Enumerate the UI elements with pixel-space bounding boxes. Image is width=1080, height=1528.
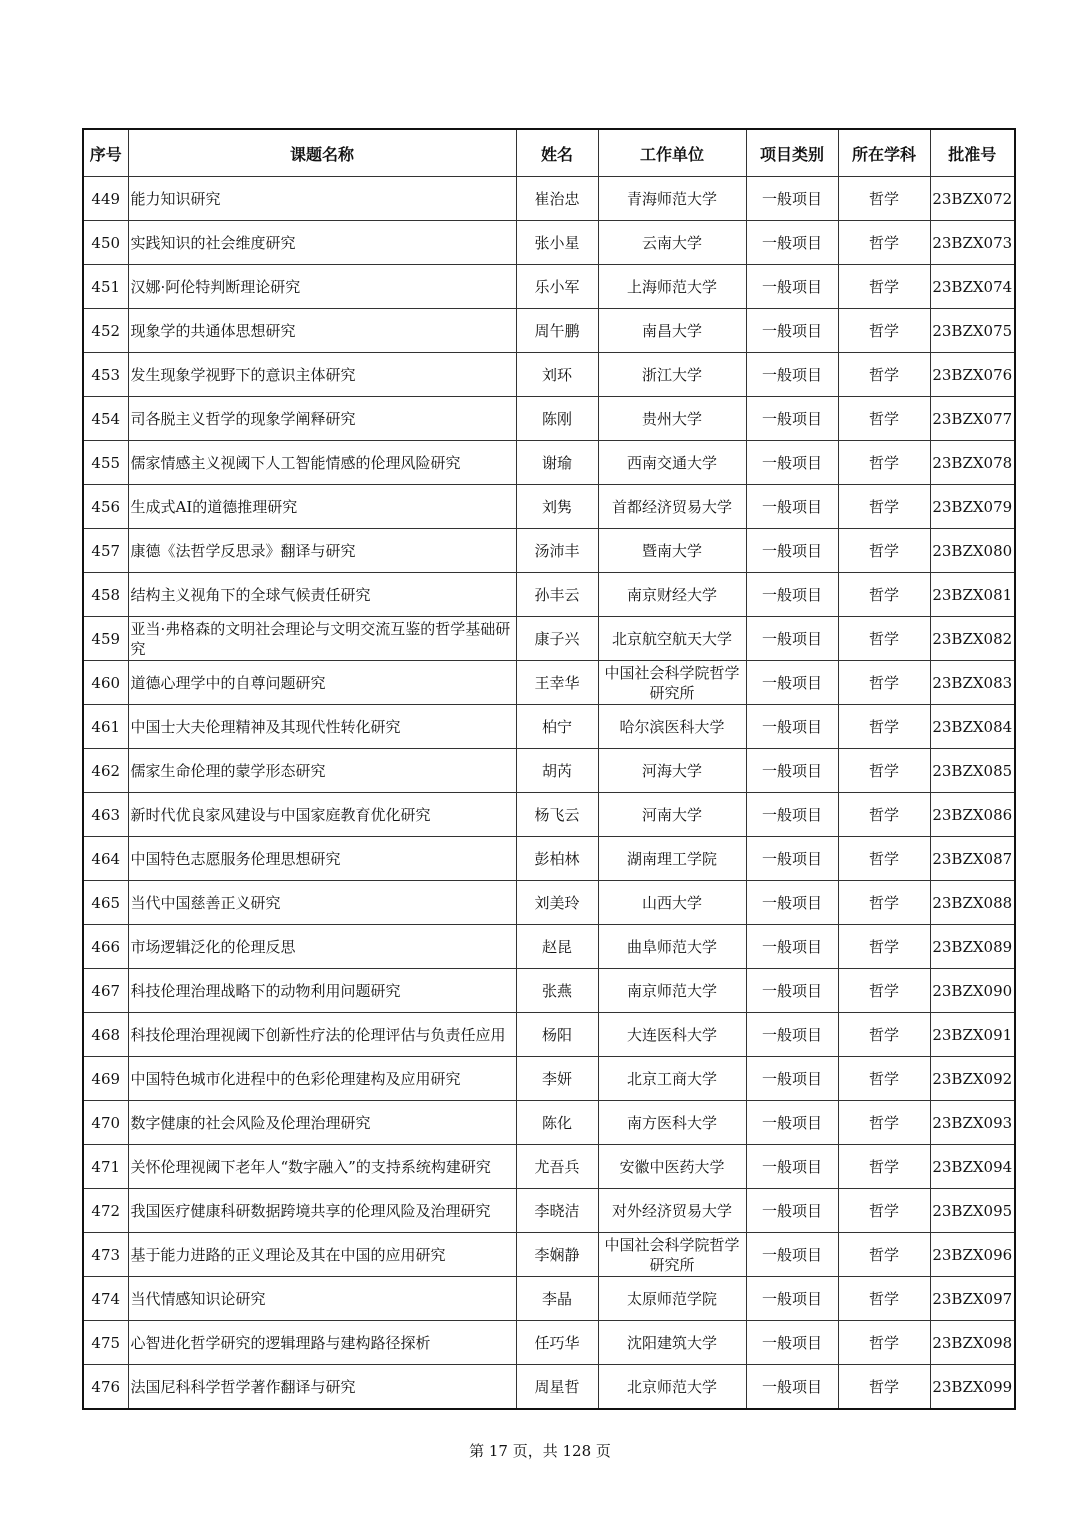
cell-approval-no: 23BZX084 — [930, 705, 1015, 749]
cell-name: 陈刚 — [516, 397, 598, 441]
cell-category: 一般项目 — [746, 529, 838, 573]
cell-index: 465 — [83, 881, 128, 925]
project-table — [82, 128, 1016, 1410]
cell-category: 一般项目 — [746, 1101, 838, 1145]
cell-title: 当代情感知识论研究 — [128, 1277, 516, 1321]
header-name: 姓名 — [516, 129, 598, 177]
cell-title: 数字健康的社会风险及伦理治理研究 — [128, 1101, 516, 1145]
table-row — [83, 705, 1015, 749]
cell-unit: 大连医科大学 — [598, 1013, 746, 1057]
cell-name: 任巧华 — [516, 1321, 598, 1365]
cell-unit: 山西大学 — [598, 881, 746, 925]
cell-index: 457 — [83, 529, 128, 573]
cell-name: 周午鹏 — [516, 309, 598, 353]
header-category: 项目类别 — [746, 129, 838, 177]
cell-title: 儒家生命伦理的蒙学形态研究 — [128, 749, 516, 793]
cell-unit: 青海师范大学 — [598, 177, 746, 221]
cell-index: 474 — [83, 1277, 128, 1321]
cell-discipline: 哲学 — [838, 1189, 930, 1233]
cell-name: 彭柏林 — [516, 837, 598, 881]
cell-name: 刘环 — [516, 353, 598, 397]
cell-discipline: 哲学 — [838, 221, 930, 265]
cell-discipline: 哲学 — [838, 969, 930, 1013]
cell-approval-no: 23BZX088 — [930, 881, 1015, 925]
cell-approval-no: 23BZX091 — [930, 1013, 1015, 1057]
table-row — [83, 1277, 1015, 1321]
cell-category: 一般项目 — [746, 1233, 838, 1277]
cell-unit: 南方医科大学 — [598, 1101, 746, 1145]
header-title: 课题名称 — [128, 129, 516, 177]
cell-discipline: 哲学 — [838, 1321, 930, 1365]
table-row — [83, 1365, 1015, 1410]
cell-category: 一般项目 — [746, 1145, 838, 1189]
cell-unit: 北京航空航天大学 — [598, 617, 746, 661]
cell-index: 460 — [83, 661, 128, 705]
cell-unit: 南京师范大学 — [598, 969, 746, 1013]
cell-name: 刘隽 — [516, 485, 598, 529]
table-row — [83, 881, 1015, 925]
cell-discipline: 哲学 — [838, 661, 930, 705]
table-row — [83, 221, 1015, 265]
cell-title: 心智进化哲学研究的逻辑理路与建构路径探析 — [128, 1321, 516, 1365]
cell-approval-no: 23BZX090 — [930, 969, 1015, 1013]
cell-discipline: 哲学 — [838, 529, 930, 573]
cell-title: 市场逻辑泛化的伦理反思 — [128, 925, 516, 969]
cell-name: 尤吾兵 — [516, 1145, 598, 1189]
cell-name: 周星哲 — [516, 1365, 598, 1410]
cell-index: 451 — [83, 265, 128, 309]
cell-discipline: 哲学 — [838, 573, 930, 617]
header-discipline: 所在学科 — [838, 129, 930, 177]
cell-unit: 沈阳建筑大学 — [598, 1321, 746, 1365]
cell-unit: 曲阜师范大学 — [598, 925, 746, 969]
cell-title: 发生现象学视野下的意识主体研究 — [128, 353, 516, 397]
cell-title: 儒家情感主义视阈下人工智能情感的伦理风险研究 — [128, 441, 516, 485]
cell-index: 449 — [83, 177, 128, 221]
cell-approval-no: 23BZX075 — [930, 309, 1015, 353]
cell-unit: 哈尔滨医科大学 — [598, 705, 746, 749]
cell-approval-no: 23BZX085 — [930, 749, 1015, 793]
cell-discipline: 哲学 — [838, 177, 930, 221]
cell-discipline: 哲学 — [838, 1365, 930, 1410]
cell-title: 能力知识研究 — [128, 177, 516, 221]
cell-approval-no: 23BZX096 — [930, 1233, 1015, 1277]
cell-unit: 上海师范大学 — [598, 265, 746, 309]
table-row — [83, 1189, 1015, 1233]
cell-approval-no: 23BZX099 — [930, 1365, 1015, 1410]
cell-category: 一般项目 — [746, 1189, 838, 1233]
table-row — [83, 1101, 1015, 1145]
cell-index: 458 — [83, 573, 128, 617]
cell-discipline: 哲学 — [838, 1145, 930, 1189]
cell-index: 469 — [83, 1057, 128, 1101]
cell-index: 463 — [83, 793, 128, 837]
cell-approval-no: 23BZX094 — [930, 1145, 1015, 1189]
cell-approval-no: 23BZX098 — [930, 1321, 1015, 1365]
cell-unit: 浙江大学 — [598, 353, 746, 397]
table-row — [83, 309, 1015, 353]
cell-name: 孙丰云 — [516, 573, 598, 617]
cell-category: 一般项目 — [746, 837, 838, 881]
cell-category: 一般项目 — [746, 573, 838, 617]
cell-index: 464 — [83, 837, 128, 881]
cell-index: 466 — [83, 925, 128, 969]
table-body — [83, 177, 1015, 1410]
cell-approval-no: 23BZX082 — [930, 617, 1015, 661]
cell-approval-no: 23BZX072 — [930, 177, 1015, 221]
cell-category: 一般项目 — [746, 485, 838, 529]
table-row — [83, 1321, 1015, 1365]
header-approval-no: 批准号 — [930, 129, 1015, 177]
cell-discipline: 哲学 — [838, 881, 930, 925]
cell-name: 谢瑜 — [516, 441, 598, 485]
table-row — [83, 749, 1015, 793]
cell-title: 新时代优良家风建设与中国家庭教育优化研究 — [128, 793, 516, 837]
cell-index: 455 — [83, 441, 128, 485]
cell-title: 法国尼科科学哲学著作翻译与研究 — [128, 1365, 516, 1410]
table-row — [83, 617, 1015, 661]
table-header-row — [83, 129, 1015, 177]
cell-discipline: 哲学 — [838, 265, 930, 309]
cell-approval-no: 23BZX080 — [930, 529, 1015, 573]
cell-approval-no: 23BZX077 — [930, 397, 1015, 441]
cell-title: 司各脱主义哲学的现象学阐释研究 — [128, 397, 516, 441]
table-row — [83, 573, 1015, 617]
cell-name: 王幸华 — [516, 661, 598, 705]
cell-name: 乐小军 — [516, 265, 598, 309]
cell-title: 汉娜·阿伦特判断理论研究 — [128, 265, 516, 309]
cell-index: 467 — [83, 969, 128, 1013]
cell-discipline: 哲学 — [838, 1013, 930, 1057]
cell-unit: 对外经济贸易大学 — [598, 1189, 746, 1233]
cell-index: 450 — [83, 221, 128, 265]
cell-approval-no: 23BZX086 — [930, 793, 1015, 837]
cell-name: 李妍 — [516, 1057, 598, 1101]
cell-discipline: 哲学 — [838, 925, 930, 969]
cell-title: 道德心理学中的自尊问题研究 — [128, 661, 516, 705]
cell-index: 473 — [83, 1233, 128, 1277]
cell-name: 李晓洁 — [516, 1189, 598, 1233]
table-row — [83, 1057, 1015, 1101]
cell-category: 一般项目 — [746, 617, 838, 661]
cell-name: 陈化 — [516, 1101, 598, 1145]
header-unit: 工作单位 — [598, 129, 746, 177]
cell-unit: 北京工商大学 — [598, 1057, 746, 1101]
cell-title: 科技伦理治理战略下的动物利用问题研究 — [128, 969, 516, 1013]
cell-unit: 中国社会科学院哲学研究所 — [598, 661, 746, 705]
cell-index: 461 — [83, 705, 128, 749]
cell-category: 一般项目 — [746, 265, 838, 309]
cell-unit: 湖南理工学院 — [598, 837, 746, 881]
cell-unit: 西南交通大学 — [598, 441, 746, 485]
cell-discipline: 哲学 — [838, 705, 930, 749]
cell-unit: 安徽中医药大学 — [598, 1145, 746, 1189]
cell-name: 刘美玲 — [516, 881, 598, 925]
cell-approval-no: 23BZX087 — [930, 837, 1015, 881]
cell-index: 471 — [83, 1145, 128, 1189]
cell-approval-no: 23BZX089 — [930, 925, 1015, 969]
cell-discipline: 哲学 — [838, 617, 930, 661]
table-row — [83, 837, 1015, 881]
cell-approval-no: 23BZX095 — [930, 1189, 1015, 1233]
cell-index: 462 — [83, 749, 128, 793]
cell-title: 亚当·弗格森的文明社会理论与文明交流互鉴的哲学基础研究 — [128, 617, 516, 661]
cell-category: 一般项目 — [746, 441, 838, 485]
cell-category: 一般项目 — [746, 1321, 838, 1365]
cell-category: 一般项目 — [746, 793, 838, 837]
cell-unit: 北京师范大学 — [598, 1365, 746, 1410]
cell-category: 一般项目 — [746, 749, 838, 793]
cell-discipline: 哲学 — [838, 749, 930, 793]
cell-title: 关怀伦理视阈下老年人“数字融入”的支持系统构建研究 — [128, 1145, 516, 1189]
cell-name: 张燕 — [516, 969, 598, 1013]
cell-name: 赵昆 — [516, 925, 598, 969]
cell-approval-no: 23BZX079 — [930, 485, 1015, 529]
header-index: 序号 — [83, 129, 128, 177]
cell-category: 一般项目 — [746, 1013, 838, 1057]
cell-index: 452 — [83, 309, 128, 353]
cell-index: 476 — [83, 1365, 128, 1410]
cell-approval-no: 23BZX081 — [930, 573, 1015, 617]
cell-discipline: 哲学 — [838, 1277, 930, 1321]
cell-approval-no: 23BZX092 — [930, 1057, 1015, 1101]
cell-discipline: 哲学 — [838, 1057, 930, 1101]
table-row — [83, 793, 1015, 837]
cell-category: 一般项目 — [746, 177, 838, 221]
cell-title: 现象学的共通体思想研究 — [128, 309, 516, 353]
table-row — [83, 969, 1015, 1013]
cell-unit: 太原师范学院 — [598, 1277, 746, 1321]
cell-category: 一般项目 — [746, 661, 838, 705]
table-row — [83, 1145, 1015, 1189]
cell-name: 崔治忠 — [516, 177, 598, 221]
cell-name: 胡芮 — [516, 749, 598, 793]
cell-unit: 南京财经大学 — [598, 573, 746, 617]
table-row — [83, 925, 1015, 969]
table-row — [83, 397, 1015, 441]
cell-approval-no: 23BZX097 — [930, 1277, 1015, 1321]
cell-name: 杨阳 — [516, 1013, 598, 1057]
cell-approval-no: 23BZX076 — [930, 353, 1015, 397]
cell-category: 一般项目 — [746, 221, 838, 265]
cell-title: 中国士大夫伦理精神及其现代性转化研究 — [128, 705, 516, 749]
cell-category: 一般项目 — [746, 705, 838, 749]
cell-category: 一般项目 — [746, 969, 838, 1013]
table-row — [83, 1013, 1015, 1057]
cell-approval-no: 23BZX093 — [930, 1101, 1015, 1145]
cell-unit: 贵州大学 — [598, 397, 746, 441]
cell-unit: 首都经济贸易大学 — [598, 485, 746, 529]
cell-index: 456 — [83, 485, 128, 529]
cell-unit: 南昌大学 — [598, 309, 746, 353]
cell-category: 一般项目 — [746, 1057, 838, 1101]
cell-unit: 中国社会科学院哲学研究所 — [598, 1233, 746, 1277]
cell-discipline: 哲学 — [838, 397, 930, 441]
cell-unit: 暨南大学 — [598, 529, 746, 573]
table-row — [83, 177, 1015, 221]
cell-discipline: 哲学 — [838, 1233, 930, 1277]
cell-unit: 云南大学 — [598, 221, 746, 265]
cell-title: 生成式AI的道德推理研究 — [128, 485, 516, 529]
table-row — [83, 661, 1015, 705]
cell-title: 康德《法哲学反思录》翻译与研究 — [128, 529, 516, 573]
cell-title: 基于能力进路的正义理论及其在中国的应用研究 — [128, 1233, 516, 1277]
cell-discipline: 哲学 — [838, 485, 930, 529]
cell-category: 一般项目 — [746, 397, 838, 441]
cell-title: 科技伦理治理视阈下创新性疗法的伦理评估与负责任应用 — [128, 1013, 516, 1057]
cell-approval-no: 23BZX083 — [930, 661, 1015, 705]
cell-name: 李晶 — [516, 1277, 598, 1321]
table-row — [83, 485, 1015, 529]
cell-name: 李娴静 — [516, 1233, 598, 1277]
cell-title: 结构主义视角下的全球气候责任研究 — [128, 573, 516, 617]
cell-approval-no: 23BZX074 — [930, 265, 1015, 309]
cell-discipline: 哲学 — [838, 309, 930, 353]
table-row — [83, 1233, 1015, 1277]
cell-title: 中国特色城市化进程中的色彩伦理建构及应用研究 — [128, 1057, 516, 1101]
cell-unit: 河海大学 — [598, 749, 746, 793]
cell-approval-no: 23BZX078 — [930, 441, 1015, 485]
cell-category: 一般项目 — [746, 1365, 838, 1410]
cell-category: 一般项目 — [746, 309, 838, 353]
cell-index: 459 — [83, 617, 128, 661]
cell-index: 454 — [83, 397, 128, 441]
cell-discipline: 哲学 — [838, 1101, 930, 1145]
table-row — [83, 529, 1015, 573]
cell-name: 汤沛丰 — [516, 529, 598, 573]
cell-approval-no: 23BZX073 — [930, 221, 1015, 265]
page-footer: 第 17 页，共 128 页 — [469, 1442, 611, 1460]
cell-name: 杨飞云 — [516, 793, 598, 837]
table-row — [83, 353, 1015, 397]
cell-discipline: 哲学 — [838, 353, 930, 397]
cell-unit: 河南大学 — [598, 793, 746, 837]
cell-index: 468 — [83, 1013, 128, 1057]
cell-category: 一般项目 — [746, 881, 838, 925]
cell-index: 453 — [83, 353, 128, 397]
cell-index: 470 — [83, 1101, 128, 1145]
cell-title: 我国医疗健康科研数据跨境共享的伦理风险及治理研究 — [128, 1189, 516, 1233]
cell-title: 当代中国慈善正义研究 — [128, 881, 516, 925]
cell-discipline: 哲学 — [838, 793, 930, 837]
cell-category: 一般项目 — [746, 925, 838, 969]
cell-name: 张小星 — [516, 221, 598, 265]
cell-discipline: 哲学 — [838, 837, 930, 881]
cell-category: 一般项目 — [746, 353, 838, 397]
cell-name: 康子兴 — [516, 617, 598, 661]
cell-category: 一般项目 — [746, 1277, 838, 1321]
cell-index: 472 — [83, 1189, 128, 1233]
cell-discipline: 哲学 — [838, 441, 930, 485]
cell-name: 柏宁 — [516, 705, 598, 749]
table-row — [83, 265, 1015, 309]
cell-title: 中国特色志愿服务伦理思想研究 — [128, 837, 516, 881]
cell-index: 475 — [83, 1321, 128, 1365]
cell-title: 实践知识的社会维度研究 — [128, 221, 516, 265]
table-row — [83, 441, 1015, 485]
